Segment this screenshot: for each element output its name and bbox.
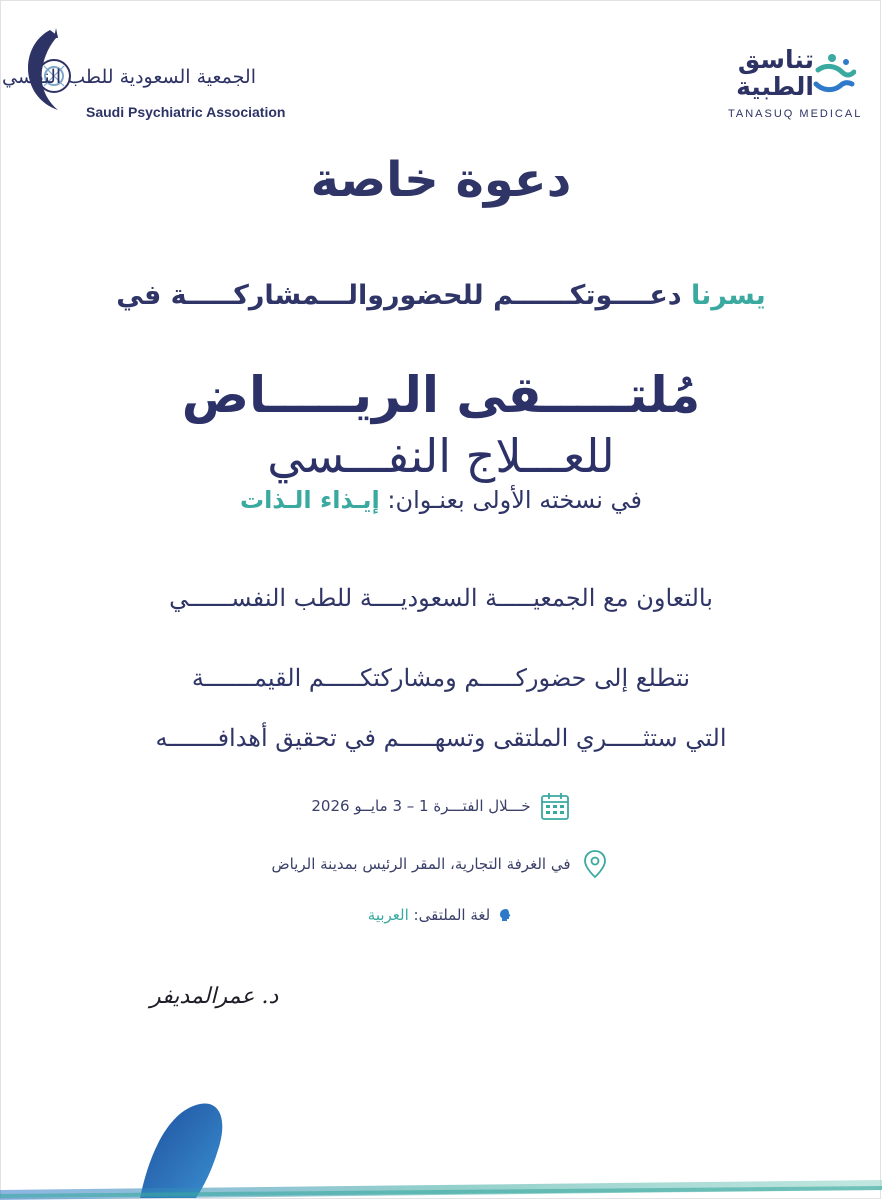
body-line-cooperation: بالتعاون مع الجمعيـــــة السعوديــــة للطب النفســــــي bbox=[169, 584, 713, 612]
body-line-attendance: نتطلع إلى حضوركـــــم ومشاركتكـــــم القيمـــــــة bbox=[191, 664, 691, 692]
tanasuq-arabic-line2: الطبية bbox=[736, 72, 814, 101]
event-date-row bbox=[0, 790, 882, 829]
forum-edition bbox=[0, 482, 882, 518]
calendar-icon bbox=[539, 790, 571, 822]
tanasuq-arabic-name bbox=[720, 46, 814, 100]
event-language-text bbox=[368, 903, 490, 927]
tanasuq-mark-icon bbox=[812, 50, 856, 100]
page-title: دعوة خاصة bbox=[310, 152, 572, 208]
spa-arabic-name: الجمعية السعودية للطب النفسي bbox=[2, 66, 256, 88]
tanasuq-arabic-line1: تناسق bbox=[737, 45, 814, 74]
invitation-prefix: يسرنا bbox=[691, 280, 766, 311]
saudi-psychiatric-association-logo bbox=[2, 26, 286, 120]
signature: د. عمرالمديفر bbox=[150, 984, 279, 1009]
decorative-ribbon bbox=[0, 1090, 882, 1200]
event-location-row bbox=[0, 848, 882, 887]
language-value: العربية bbox=[367, 906, 409, 924]
forum-name-line1: مُلتـــــقى الريـــــاض bbox=[181, 366, 701, 424]
edition-label: في نسخته الأولى بعنـوان: bbox=[379, 486, 643, 514]
speaking-head-icon bbox=[498, 907, 514, 923]
location-pin-icon bbox=[579, 848, 611, 880]
tanasuq-medical-logo bbox=[720, 45, 863, 122]
tanasuq-english-name: TANASUQ MEDICAL bbox=[728, 108, 863, 120]
event-location-text: في الغرفة التجارية، المقر الرئيس بمدينة الرياض bbox=[271, 855, 571, 873]
body-line-goals: التي ستثـــــري الملتقى وتسهـــــم في تحقيق أهدافـــــــه bbox=[155, 724, 727, 752]
event-language-row bbox=[0, 903, 882, 930]
invitation-line bbox=[0, 276, 882, 316]
event-date-text: خـــلال الفتـــرة 1 – 3 مايــو 2026 bbox=[311, 797, 531, 815]
forum-name-line2: للعـــلاج النفـــسي bbox=[267, 429, 615, 483]
spa-english-name: Saudi Psychiatric Association bbox=[86, 104, 286, 120]
language-label: لغة الملتقى: bbox=[408, 906, 491, 924]
invitation-rest: دعــــوتكــــــم للحضوروالـــمشاركـــــة في bbox=[116, 280, 692, 311]
edition-title: إيـذاء الـذات bbox=[239, 486, 380, 514]
